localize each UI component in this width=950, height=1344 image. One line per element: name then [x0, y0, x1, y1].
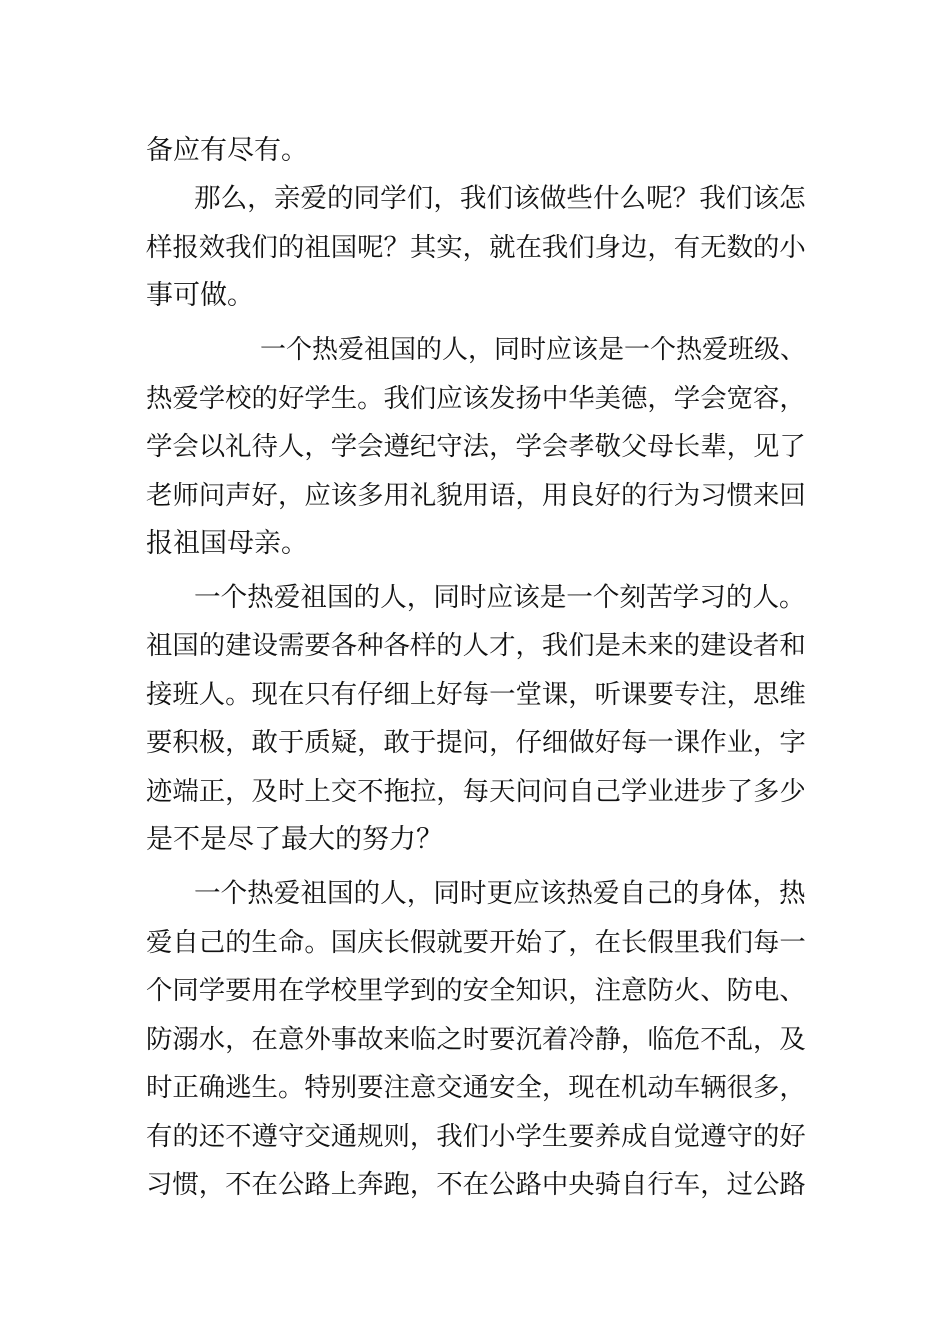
text-line: 祖国的建设需要各种各样的人才，我们是未来的建设者和 [146, 630, 806, 661]
text-line: 那么，亲爱的同学们，我们该做些什么呢？我们该怎 [194, 183, 806, 214]
text-line: 防溺水，在意外事故来临之时要沉着冷静，临危不乱，及 [146, 1024, 806, 1055]
text-line: 老师问声好，应该多用礼貌用语，用良好的行为习惯来回 [146, 480, 806, 511]
text-line: 一个热爱祖国的人，同时应该是一个刻苦学习的人。 [194, 582, 806, 613]
text-line: 接班人。现在只有仔细上好每一堂课，听课要专注，思维 [146, 679, 806, 710]
text-line: 习惯，不在公路上奔跑，不在公路中央骑自行车，过公路 [146, 1169, 806, 1200]
text-line: 热爱学校的好学生。我们应该发扬中华美德，学会宽容， [146, 383, 806, 414]
text-line: 爱自己的生命。国庆长假就要开始了，在长假里我们每一 [146, 927, 806, 958]
text-line: 一个热爱祖国的人，同时更应该热爱自己的身体，热 [194, 878, 806, 909]
text-line: 是不是尽了最大的努力？ [146, 824, 443, 855]
text-line: 事可做。 [146, 280, 254, 311]
text-line: 学会以礼待人，学会遵纪守法，学会孝敬父母长辈，见了 [146, 431, 806, 462]
text-line: 备应有尽有。 [146, 135, 308, 166]
text-line: 有的还不遵守交通规则，我们小学生要养成自觉遵守的好 [146, 1121, 806, 1152]
text-line: 要积极，敢于质疑，敢于提问，仔细做好每一课作业，字 [146, 727, 806, 758]
text-line: 迹端正，及时上交不拖拉，每天问问自己学业进步了多少 [146, 776, 806, 807]
text-line: 样报效我们的祖国呢？其实，就在我们身边，有无数的小 [146, 232, 806, 263]
text-line: 一个热爱祖国的人，同时应该是一个热爱班级、 [260, 335, 807, 365]
text-line: 时正确逃生。特别要注意交通安全，现在机动车辆很多， [146, 1072, 806, 1103]
text-line: 个同学要用在学校里学到的安全知识，注意防火、防电、 [146, 975, 806, 1006]
text-line: 报祖国母亲。 [146, 528, 308, 559]
